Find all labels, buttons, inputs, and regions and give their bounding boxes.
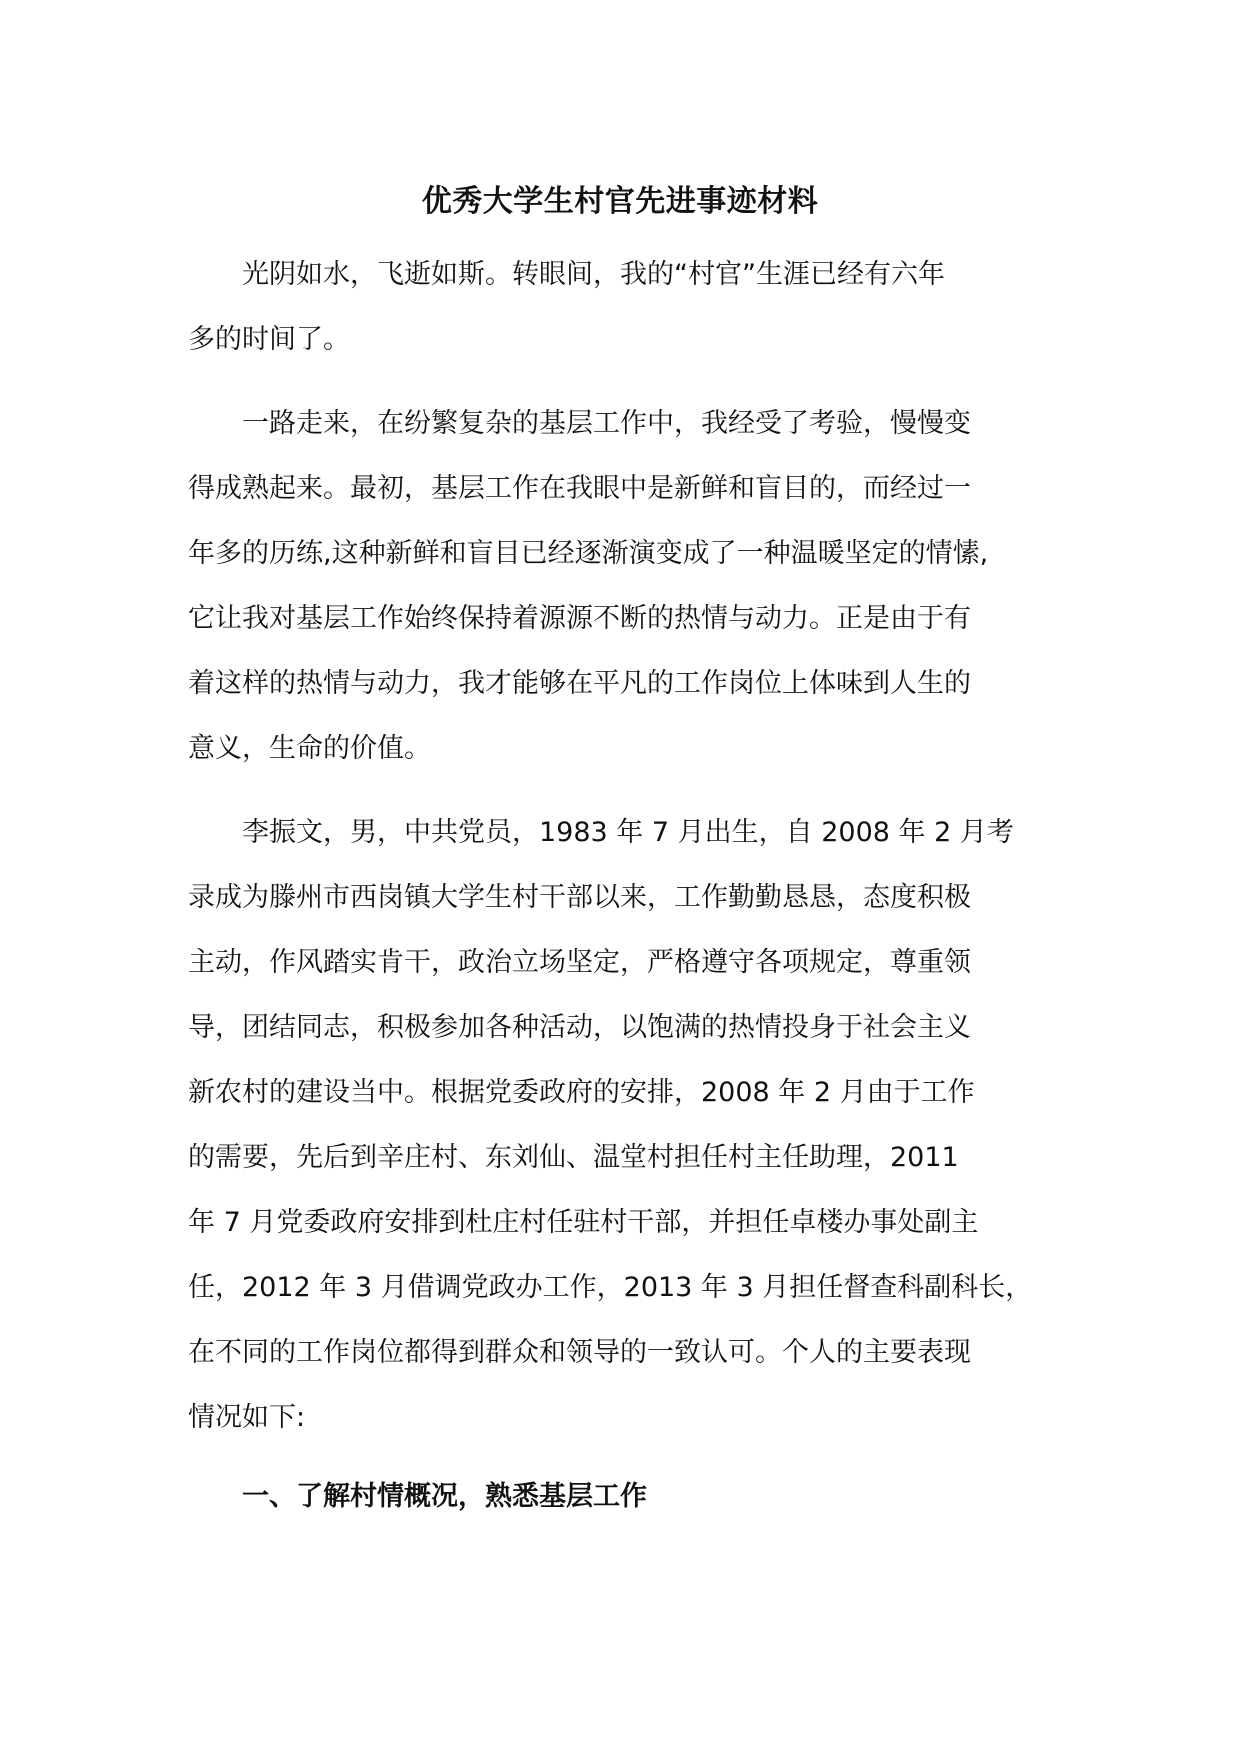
paragraph-line: 意义，生命的价值。 [188,733,431,764]
paragraph-line: 导，团结同志，积极参加各种活动，以饱满的热情投身于社会主义 [188,1012,971,1043]
paragraph-line: 多的时间了。 [188,324,350,355]
paragraph-3 [188,800,1088,1450]
paragraph-2 [188,391,1088,781]
document-body [188,242,1088,1529]
paragraph-line: 一路走来，在纷繁复杂的基层工作中，我经受了考验，慢慢变 [242,408,971,439]
paragraph-line: 任，2012 年 3 月借调党政办工作，2013 年 3 月担任督查科副科长， [188,1272,1033,1303]
paragraph-line: 情况如下: [188,1402,306,1433]
paragraph-line: 得成熟起来。最初，基层工作在我眼中是新鲜和盲目的，而经过一 [188,473,971,504]
paragraph-line: 李振文，男，中共党员，1983 年 7 月出生，自 2008 年 2 月考 [242,817,1014,848]
paragraph-line: 新农村的建设当中。根据党委政府的安排，2008 年 2 月由于工作 [188,1077,975,1108]
paragraph-line: 年多的历练,这种新鲜和盲目已经逐渐演变成了一种温暖坚定的情愫, [188,538,989,569]
paragraph-line: 着这样的热情与动力，我才能够在平凡的工作岗位上体味到人生的 [188,668,971,699]
paragraph-line: 录成为滕州市西岗镇大学生村干部以来，工作勤勤恳恳，态度积极 [188,882,971,913]
paragraph-line: 它让我对基层工作始终保持着源源不断的热情与动力。正是由于有 [188,603,971,634]
paragraph-line: 光阴如水，飞逝如斯。转眼间，我的“村官”生涯已经有六年 [242,259,945,290]
paragraph-line: 在不同的工作岗位都得到群众和领导的一致认可。个人的主要表现 [188,1337,971,1368]
section-heading: 一、了解村情概况，熟悉基层工作 [242,1481,647,1512]
paragraph-line: 年 7 月党委政府安排到杜庄村任驻村干部，并担任卓楼办事处副主 [188,1207,979,1238]
paragraph-line: 的需要，先后到辛庄村、东刘仙、温堂村担任村主任助理，2011 [188,1142,959,1173]
paragraph-1 [188,242,1088,372]
paragraph-line: 主动，作风踏实肯干，政治立场坚定，严格遵守各项规定，尊重领 [188,947,971,978]
document-title: 优秀大学生村官先进事迹材料 [421,184,819,219]
